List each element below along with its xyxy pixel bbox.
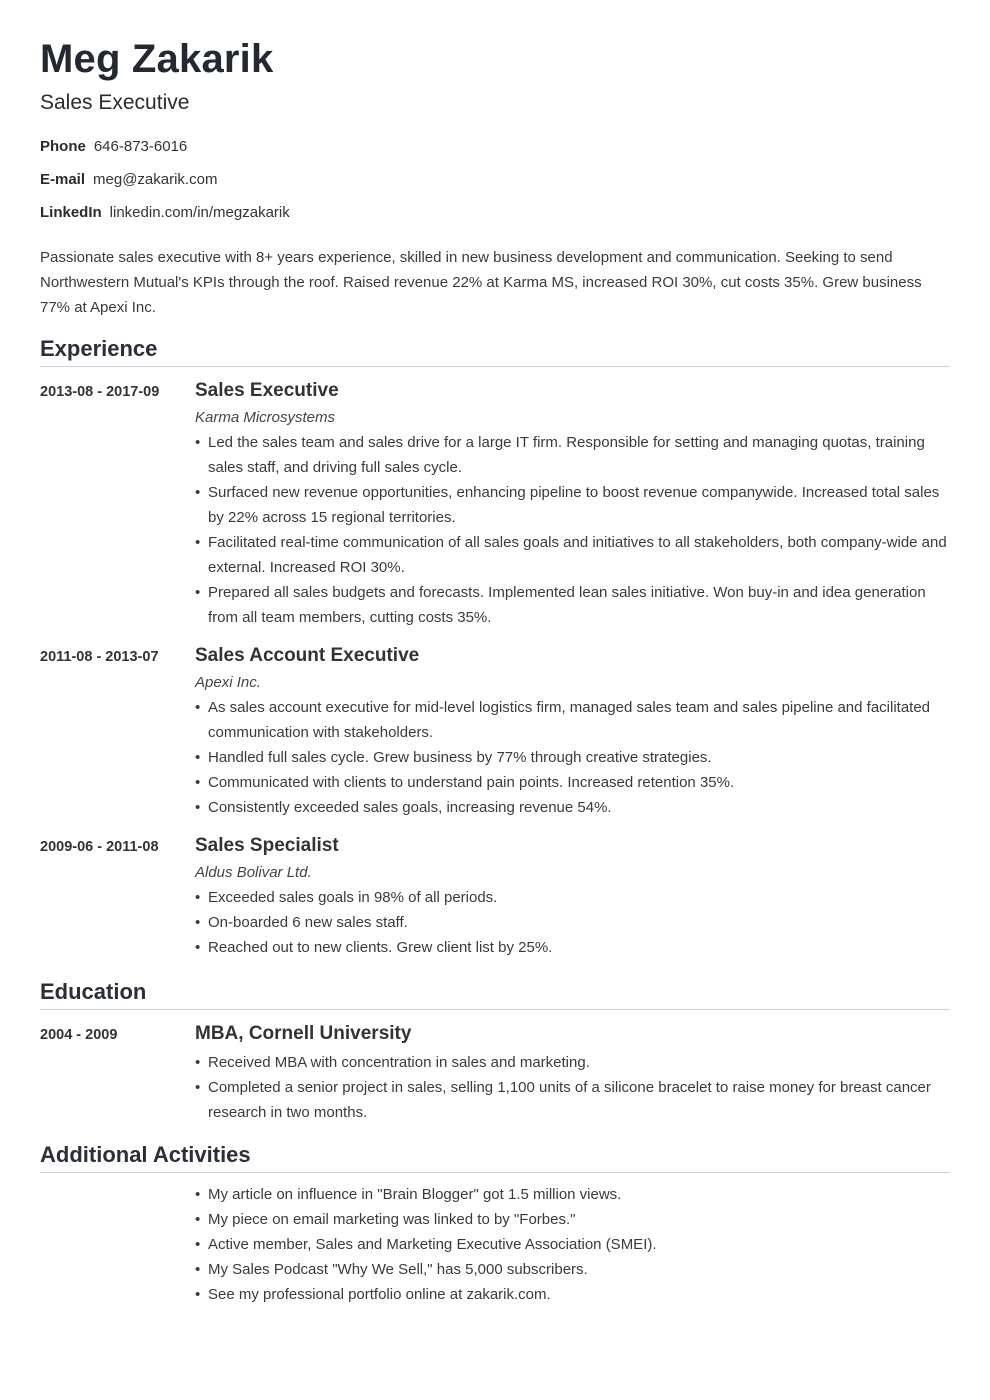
contact-label: E-mail (40, 171, 86, 188)
entry-role: Sales Account Executive (195, 645, 420, 666)
section-experience (40, 336, 950, 367)
candidate-name: Meg Zakarik (40, 37, 274, 81)
section-divider (40, 366, 950, 367)
contact-label: LinkedIn (40, 204, 102, 221)
bullet-item: • Handled full sales cycle. Grew business by 77% through creative strategies. (195, 745, 950, 770)
contact-email (40, 171, 217, 188)
bullet-item: • Consistently exceeded sales goals, increasing revenue 54%. (195, 795, 950, 820)
bullet-item: • Prepared all sales budgets and forecasts. Implemented lean sales initiative. Won buy-in and idea generation from all team members, cutting costs 35%. (195, 580, 950, 630)
contact-linkedin (40, 204, 290, 221)
entry-role: Sales Executive (195, 380, 339, 401)
bullet-item: • My piece on email marketing was linked to by "Forbes." (195, 1207, 950, 1232)
bullet-item: • Completed a senior project in sales, selling 1,100 units of a silicone bracelet to raise money for breast cancer research in two months. (195, 1075, 950, 1125)
entry-bullets (195, 1050, 950, 1125)
entry-organization: Aldus Bolivar Ltd. (195, 864, 312, 881)
experience-entry (40, 379, 950, 630)
bullet-item: • Led the sales team and sales drive for a large IT firm. Responsible for setting and managing quotas, training sales staff, and driving full sales cycle. (195, 430, 950, 480)
entry-dates: 2009-06 - 2011-08 (40, 839, 159, 855)
bullet-item: • Reached out to new clients. Grew client list by 25%. (195, 935, 950, 960)
bullet-item: • Surfaced new revenue opportunities, enhancing pipeline to boost revenue companywide. Increased total sales by 22% across 15 regional territories. (195, 480, 950, 530)
entry-dates: 2004 - 2009 (40, 1027, 118, 1043)
experience-entry (40, 834, 950, 960)
education-entry (40, 1022, 950, 1125)
contact-value: meg@zakarik.com (93, 171, 218, 188)
bullet-item: • My article on influence in "Brain Blogger" got 1.5 million views. (195, 1182, 950, 1207)
contact-value: 646-873-6016 (93, 138, 188, 155)
entry-bullets (195, 430, 950, 630)
bullet-item: • Exceeded sales goals in 98% of all periods. (195, 885, 950, 910)
experience-entry (40, 644, 950, 820)
entry-bullets (195, 1182, 950, 1307)
bullet-item: • See my professional portfolio online at zakarik.com. (195, 1282, 950, 1307)
entry-bullets (195, 695, 950, 820)
entry-degree: MBA, Cornell University (195, 1023, 412, 1044)
section-divider (40, 1009, 950, 1010)
profile-summary: Passionate sales executive with 8+ years experience, skilled in new business development and communication. Seeking to send Northwestern Mutual's KPIs through the roof. Raised revenue 22% at Karma MS, increased ROI 30%, cut costs 35%. Grew business 77% at Apexi Inc. (40, 249, 922, 316)
contact-phone (40, 138, 187, 155)
entry-bullets (195, 885, 950, 960)
bullet-item: • Communicated with clients to understand pain points. Increased retention 35%. (195, 770, 950, 795)
contact-value: linkedin.com/in/megzakarik (109, 204, 290, 221)
bullet-item: • My Sales Podcast "Why We Sell," has 5,000 subscribers. (195, 1257, 950, 1282)
section-heading: Additional Activities (40, 1142, 251, 1167)
entry-role: Sales Specialist (195, 835, 339, 856)
bullet-item: • Active member, Sales and Marketing Executive Association (SMEI). (195, 1232, 950, 1257)
job-title: Sales Executive (40, 91, 190, 114)
contact-label: Phone (40, 138, 86, 155)
bullet-item: • On-boarded 6 new sales staff. (195, 910, 950, 935)
section-activities (40, 1142, 950, 1173)
activities-list (40, 1182, 950, 1307)
entry-organization: Karma Microsystems (195, 409, 336, 426)
bullet-item: • Facilitated real-time communication of all sales goals and initiatives to all stakeholders, both company-wide and external. Increased ROI 30%. (195, 530, 950, 580)
bullet-item: • As sales account executive for mid-level logistics firm, managed sales team and sales pipeline and facilitated communication with stakeholders. (195, 695, 950, 745)
section-heading: Experience (40, 336, 158, 361)
entry-dates: 2011-08 - 2013-07 (40, 649, 159, 665)
entry-organization: Apexi Inc. (195, 674, 261, 691)
bullet-item: • Received MBA with concentration in sales and marketing. (195, 1050, 950, 1075)
section-education (40, 979, 950, 1010)
section-divider (40, 1172, 950, 1173)
entry-dates: 2013-08 - 2017-09 (40, 384, 160, 400)
section-heading: Education (40, 979, 147, 1004)
